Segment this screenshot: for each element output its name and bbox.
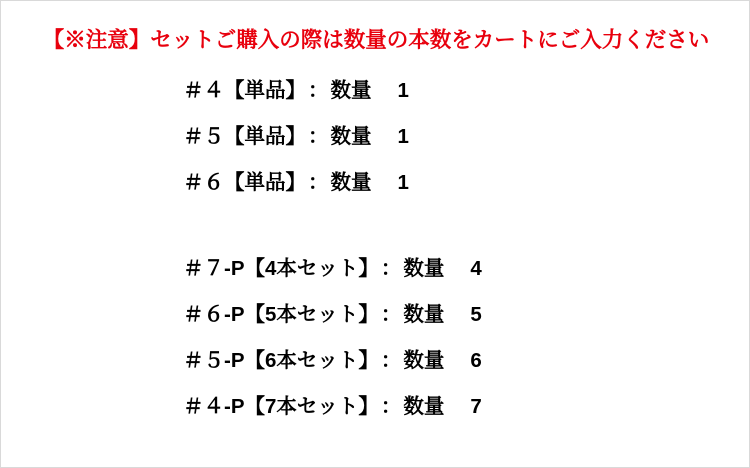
quantity-value: 1 — [397, 171, 409, 194]
quantity-label: 数量 — [403, 349, 445, 372]
quantity-label: 数量 — [330, 79, 372, 102]
separator: ： — [380, 303, 402, 326]
item-label: ＃６【単品】 — [183, 171, 306, 194]
notice-text: 【※注意】セットご購入の際は数量の本数をカートにご入力ください — [42, 28, 710, 52]
separator: ： — [308, 171, 329, 194]
list-item — [183, 297, 643, 343]
quantity-value: 1 — [397, 79, 409, 102]
quantity-label: 数量 — [403, 257, 445, 280]
item-label: ＃４【単品】 — [183, 79, 306, 102]
quantity-value: 5 — [470, 303, 482, 326]
list-item — [183, 73, 643, 119]
list-item — [183, 343, 643, 389]
quantity-value: 4 — [470, 257, 482, 280]
quantity-value: 6 — [470, 349, 482, 372]
separator: ： — [308, 125, 329, 148]
list-item — [183, 119, 643, 165]
quantity-list — [183, 73, 643, 435]
separator: ： — [308, 79, 329, 102]
list-gap — [183, 211, 643, 251]
item-label: ＃５【単品】 — [183, 125, 306, 148]
separator: ： — [380, 395, 402, 418]
quantity-value: 7 — [470, 395, 482, 418]
separator: ： — [380, 349, 402, 372]
quantity-label: 数量 — [330, 125, 372, 148]
list-item — [183, 389, 643, 435]
separator: ： — [380, 257, 402, 280]
item-label: ＃６-P【5本セット】 — [183, 303, 379, 326]
list-item — [183, 165, 643, 211]
quantity-value: 1 — [397, 125, 409, 148]
item-label: ＃５-P【6本セット】 — [183, 349, 379, 372]
quantity-label: 数量 — [403, 395, 445, 418]
quantity-label: 数量 — [403, 303, 445, 326]
list-item — [183, 251, 643, 297]
item-label: ＃４-P【7本セット】 — [183, 395, 379, 418]
quantity-label: 数量 — [330, 171, 372, 194]
item-label: ＃７-P【4本セット】 — [183, 257, 379, 280]
